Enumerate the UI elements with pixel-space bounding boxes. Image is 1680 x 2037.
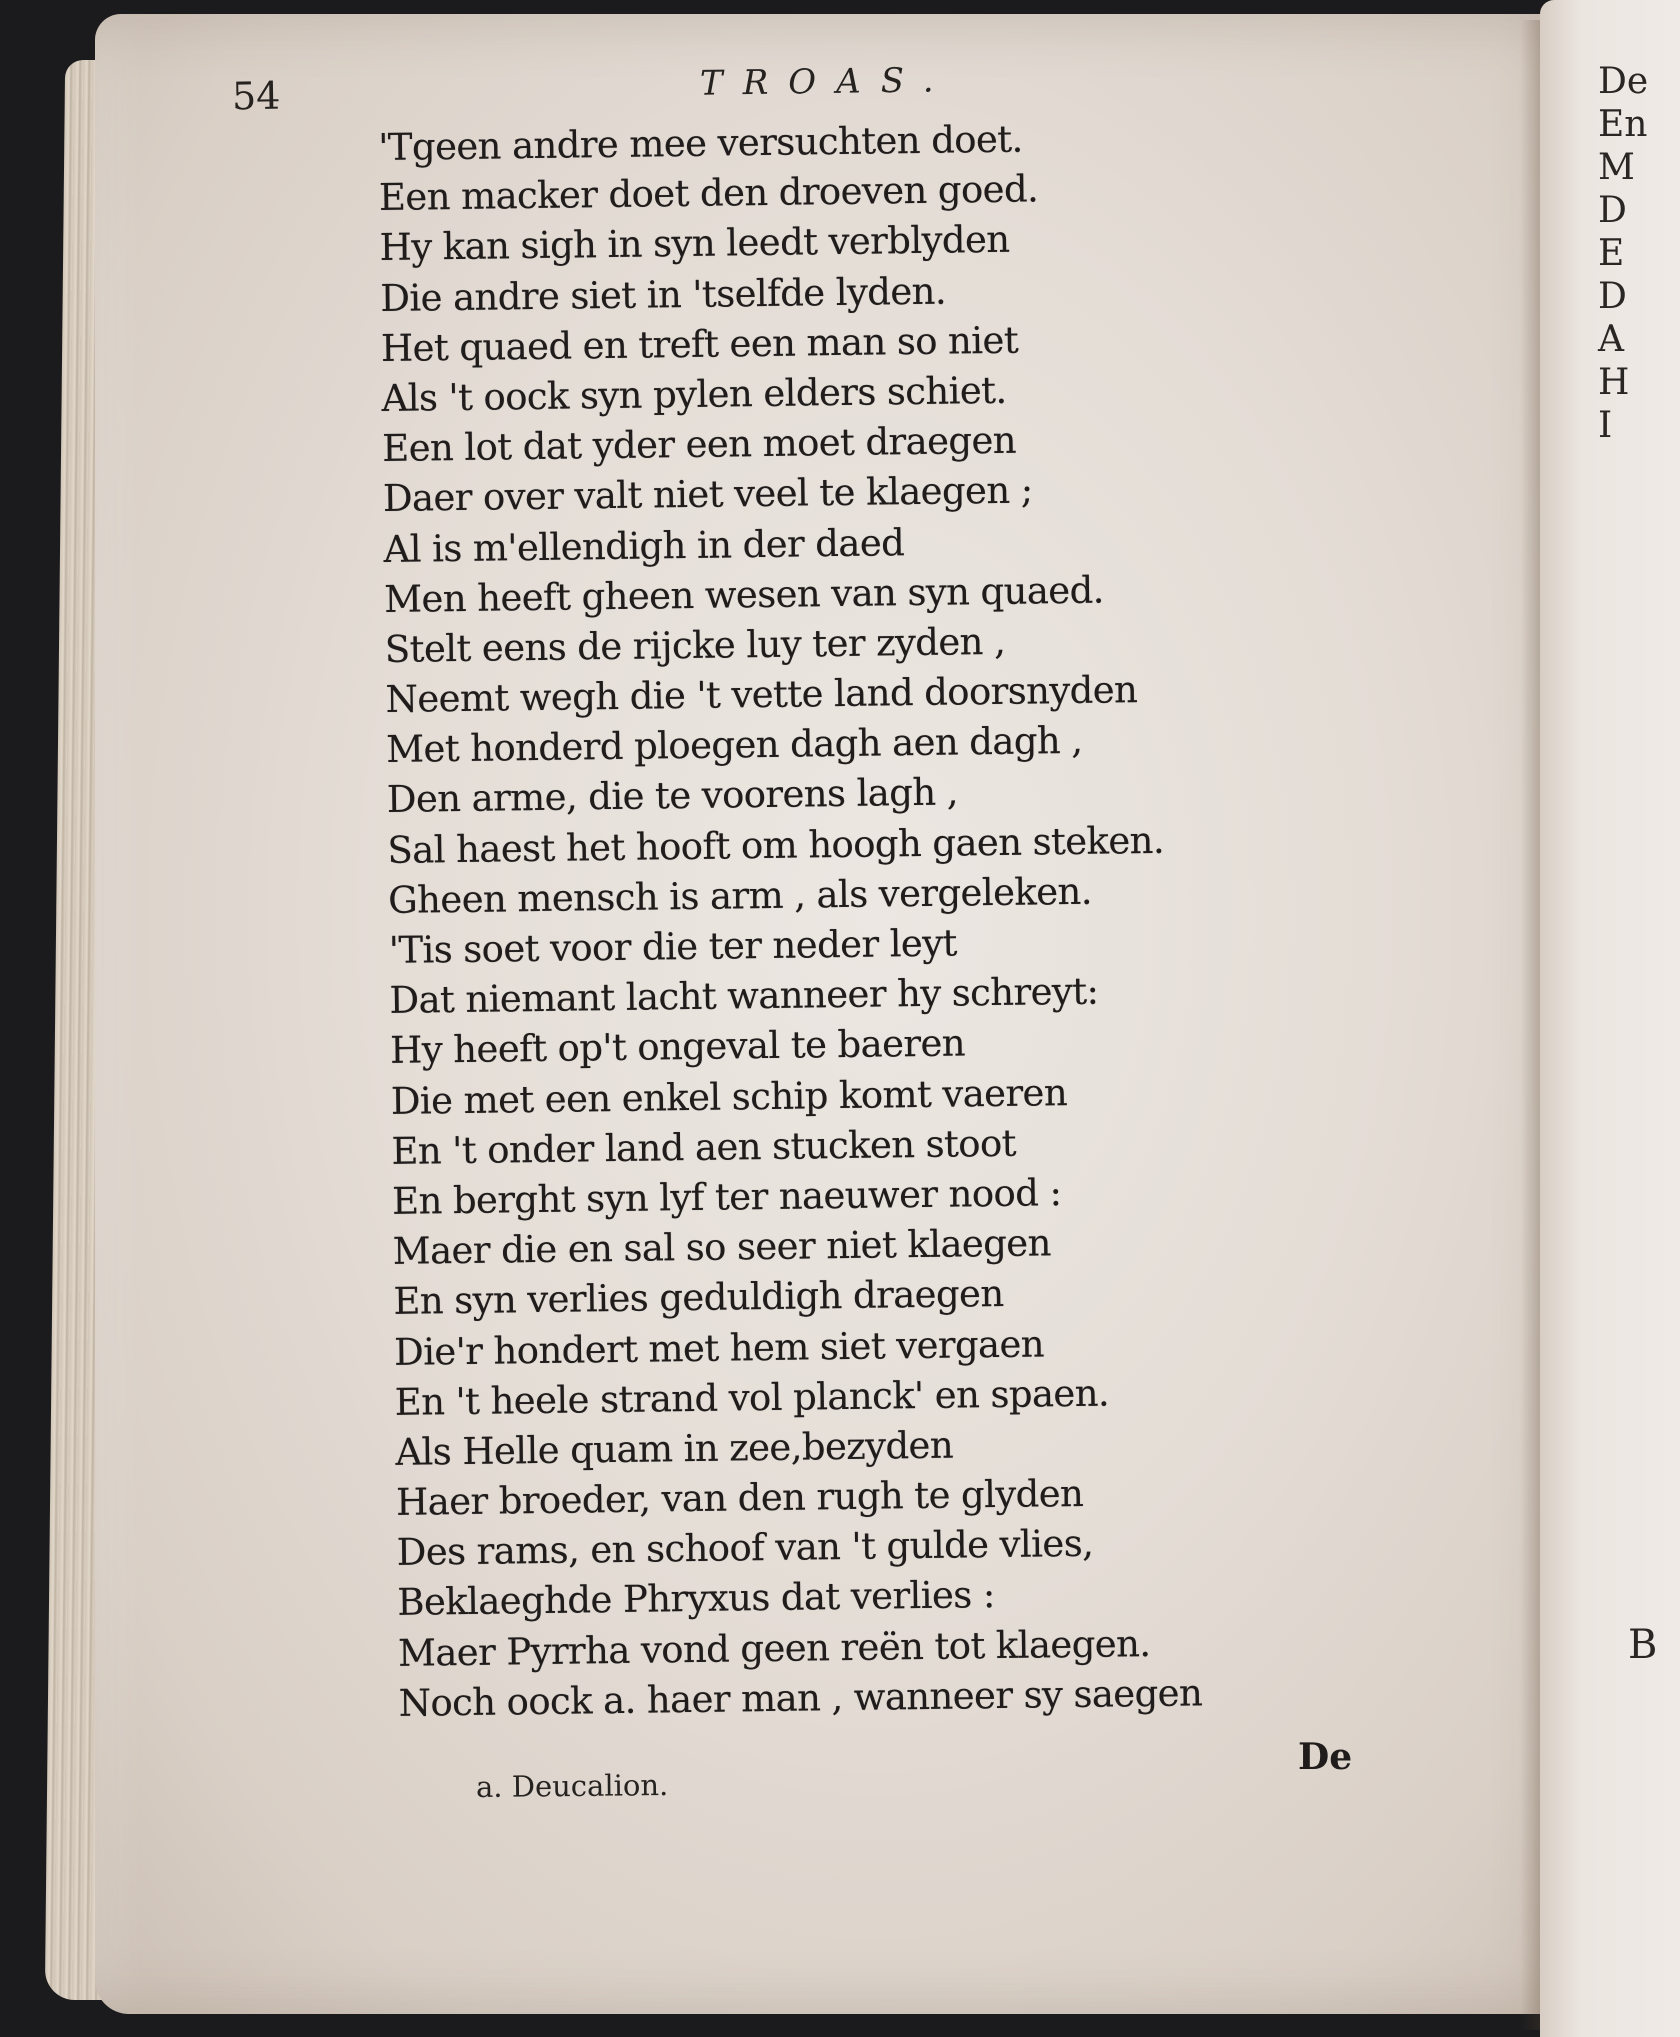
- verse-line: En syn verlies geduldigh draegen: [393, 1272, 1004, 1324]
- verse-line: Met honderd ploegen dagh aen dagh ,: [385, 719, 1083, 772]
- verse-line: Maer Pyrrha vond geen reën tot klaegen.: [397, 1621, 1151, 1675]
- running-head: TROAS.: [699, 60, 954, 104]
- verse-line: Stelt eens de rijcke luy ter zyden ,: [384, 619, 1006, 671]
- verse-line: Die andre siet in 'tselfde lyden.: [380, 269, 947, 320]
- verse-line: En berght syn lyf ter naeuwer nood :: [391, 1171, 1062, 1223]
- verse-line: Sal haest het hooft om hoogh gaen steken.: [387, 818, 1165, 872]
- verse-line: Hy kan sigh in syn leedt verblyden: [379, 218, 1010, 270]
- verse-line: Des rams, en schoof van 't gulde vlies,: [396, 1522, 1094, 1575]
- facing-line-start: D: [1598, 276, 1627, 317]
- verse-line: Die met een enkel schip komt vaeren: [390, 1070, 1068, 1123]
- verse-text: [378, 111, 1299, 1729]
- verse-line: Die'r hondert met hem siet vergaen: [393, 1321, 1045, 1374]
- verse-line: Men heeft gheen wesen van syn quaed.: [383, 568, 1105, 621]
- footnote: a. Deucalion.: [475, 1767, 669, 1805]
- verse-line: Beklaeghde Phryxus dat verlies :: [397, 1573, 995, 1625]
- facing-line-start: De: [1598, 61, 1649, 102]
- verse-line: En 't heele strand vol planck' en spaen.: [394, 1371, 1110, 1424]
- verse-line: Als Helle quam in zee,bezyden: [395, 1423, 954, 1474]
- facing-line-start: I: [1598, 405, 1613, 446]
- facing-line-start: D: [1598, 190, 1627, 231]
- verse-line: Het quaed en treft een man so niet: [380, 318, 1019, 370]
- facing-line-start: H: [1598, 362, 1630, 403]
- verse-line: Een lot dat yder een moet draegen: [381, 418, 1017, 471]
- verse-line: Hy heeft op't ongeval te baeren: [389, 1021, 966, 1073]
- verse-line: Al is m'ellendigh in der daed: [383, 520, 905, 571]
- verse-line: Dat niemant lacht wanneer hy schreyt:: [389, 969, 1099, 1023]
- facing-page-letter: B: [1628, 1622, 1658, 1668]
- verse-line: Maer die en sal so seer niet klaegen: [392, 1221, 1052, 1274]
- verse-line: En 't onder land aen stucken stoot: [391, 1121, 1017, 1173]
- verse-line: Haer broeder, van den rugh te glyden: [395, 1471, 1084, 1524]
- verse-line: Noch oock a. haer man , wanneer sy saegen: [398, 1671, 1203, 1725]
- verse-line: Den arme, die te voorens lagh ,: [386, 770, 959, 822]
- page-number: 54: [231, 73, 281, 119]
- verse-line: 'Tgeen andre mee versuchten doet.: [378, 117, 1023, 169]
- facing-line-start: A: [1598, 319, 1624, 360]
- facing-line-start: M: [1598, 147, 1635, 188]
- verse-line: Neemt wegh die 't vette land doorsnyden: [385, 668, 1138, 722]
- facing-page-line-starts: [1598, 60, 1648, 447]
- verse-line: Gheen mensch is arm , als vergeleken.: [387, 869, 1093, 922]
- verse-line: Als 't oock syn pylen elders schiet.: [381, 368, 1007, 420]
- verse-line: Een macker doet den droeven goed.: [378, 167, 1039, 220]
- facing-line-start: E: [1598, 233, 1625, 274]
- verse-line: Daer over valt niet veel te klaegen ;: [382, 468, 1033, 521]
- facing-line-start: En: [1598, 104, 1648, 145]
- verse-line: 'Tis soet voor die ter neder leyt: [388, 921, 958, 972]
- catchword: De: [1298, 1736, 1353, 1778]
